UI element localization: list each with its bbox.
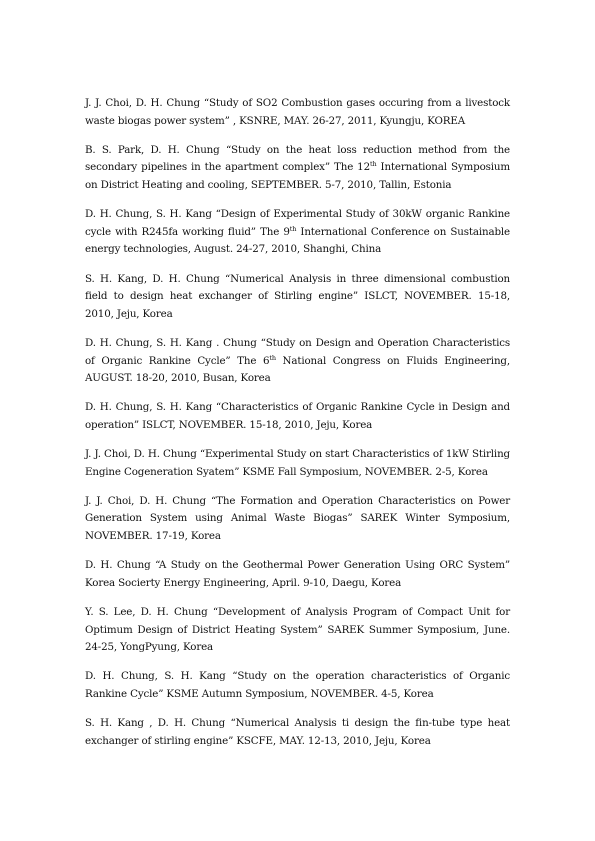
reference-entry bbox=[85, 399, 510, 434]
reference-text-cont: International Symposium on District Heating and cooling, SEPTEMBER. 5-7, 2010, Tallin, Estonia bbox=[85, 161, 510, 191]
reference-entry bbox=[85, 715, 510, 750]
reference-entry bbox=[85, 142, 510, 195]
reference-text: J. J. Choi, D. H. Chung “Experimental Study on start Characteristics of 1kW Stirling Engine Cogeneration Syatem” KSME Fall Symposium, NOVEMBER. 2-5, Korea bbox=[85, 448, 510, 478]
reference-text: D. H. Chung, S. H. Kang “Design of Experimental Study of 30kW organic Rankine cycle with R245fa working fluid” The 9 bbox=[85, 208, 510, 238]
reference-text: D. H. Chung “A Study on the Geothermal Power Generation Using ORC System” Korea Socierty Energy Engineering, April. 9-10, Daegu, Korea bbox=[85, 559, 510, 589]
reference-entry bbox=[85, 95, 510, 130]
reference-text: S. H. Kang , D. H. Chung “Numerical Analysis ti design the fin-tube type heat exchanger of stirling engine” KSCFE, MAY. 12-13, 2010, Jeju, Korea bbox=[85, 717, 510, 747]
reference-entry bbox=[85, 335, 510, 388]
reference-entry bbox=[85, 206, 510, 259]
reference-entry bbox=[85, 668, 510, 703]
reference-text: S. H. Kang, D. H. Chung “Numerical Analysis in three dimensional combustion field to design heat exchanger of Stirling engine” ISLCT, NOVEMBER. 15-18, 2010, Jeju, Korea bbox=[85, 272, 510, 320]
reference-text-cont: National Congress on Fluids Engineering, AUGUST. 18-20, 2010, Busan, Korea bbox=[85, 354, 510, 385]
reference-text: D. H. Chung, S. H. Kang . Chung “Study on Design and Operation Characteristics of Organic Rankine Cycle” The 6 bbox=[85, 336, 510, 367]
reference-entry bbox=[85, 493, 510, 546]
reference-text: J. J. Choi, D. H. Chung “The Formation and Operation Characteristics on Power Generation System using Animal Waste Biogas” SAREK Winter Symposium, NOVEMBER. 17-19, Korea bbox=[85, 494, 510, 543]
reference-text: D. H. Chung, S. H. Kang “Characteristics of Organic Rankine Cycle in Design and operation” ISLCT, NOVEMBER. 15-18, 2010, Jeju, Korea bbox=[85, 401, 510, 431]
reference-text-cont: International Conference on Sustainable energy technologies, August. 24-27, 2010, Shanghi, China bbox=[85, 225, 510, 256]
reference-entry bbox=[85, 604, 510, 657]
ordinal-suffix: th bbox=[369, 160, 377, 169]
reference-entry bbox=[85, 557, 510, 592]
ordinal-suffix: th bbox=[269, 353, 276, 362]
reference-text: J. J. Choi, D. H. Chung “Study of SO2 Combustion gases occuring from a livestock waste biogas power system” , KSNRE, MAY. 26-27, 2011, Kyungju, KOREA bbox=[85, 97, 510, 127]
reference-text: Y. S. Lee, D. H. Chung “Development of Analysis Program of Compact Unit for Optimum Design of District Heating System” SAREK Summer Symposium, June. 24-25, YongPyung, Korea bbox=[85, 606, 510, 654]
reference-list bbox=[85, 95, 510, 762]
ordinal-suffix: th bbox=[289, 224, 297, 233]
reference-text: D. H. Chung, S. H. Kang “Study on the operation characteristics of Organic Rankine Cycle” KSME Autumn Symposium, NOVEMBER. 4-5, Korea bbox=[85, 670, 510, 700]
reference-entry bbox=[85, 271, 510, 324]
reference-entry bbox=[85, 446, 510, 481]
reference-text: B. S. Park, D. H. Chung “Study on the heat loss reduction method from the secondary pipelines in the apartment complex” The 12 bbox=[85, 143, 510, 174]
